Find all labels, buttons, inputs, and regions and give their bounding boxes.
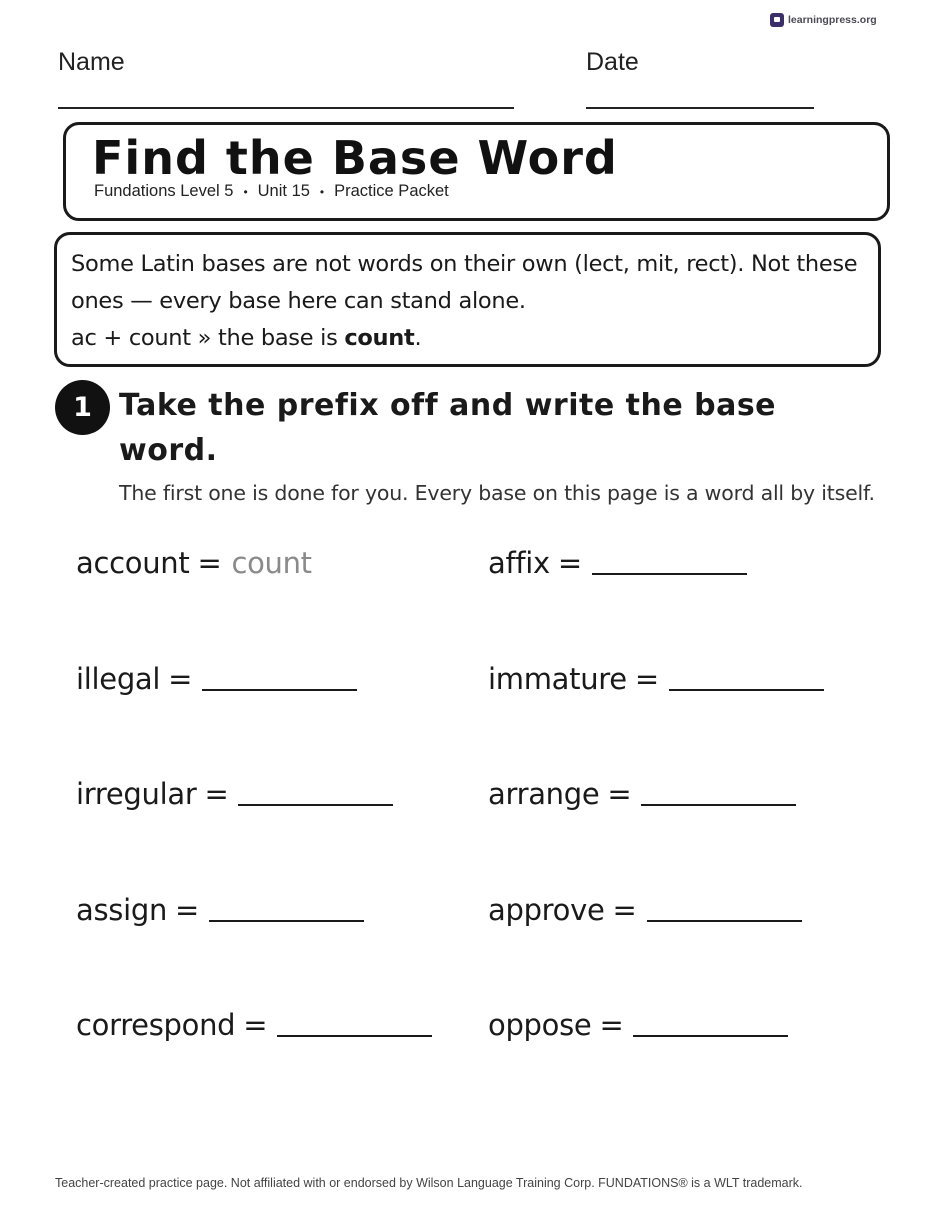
note-example — [71, 320, 864, 357]
instruction-help: The first one is done for you. Every base on this page is a word all by itself. — [119, 481, 875, 505]
item-word: arrange — [488, 777, 600, 811]
answer-blank[interactable] — [592, 573, 747, 575]
subtitle-separator: • — [319, 184, 325, 199]
brand-text: learningpress.org — [788, 14, 877, 26]
answer-blank[interactable] — [647, 920, 802, 922]
date-line[interactable] — [586, 107, 814, 109]
item-equals: = — [557, 546, 582, 580]
answer-blank[interactable] — [277, 1035, 432, 1037]
item-word: correspond — [76, 1008, 236, 1042]
item-word: oppose — [488, 1008, 592, 1042]
brand — [770, 13, 877, 27]
page-title: Find the Base Word — [92, 131, 618, 185]
item-equals: = — [175, 893, 200, 927]
exercise-item — [488, 893, 802, 927]
footer-disclaimer: Teacher-created practice page. Not affiliated with or endorsed by Wilson Language Training Corp. FUNDATIONS® is a WLT trademark. — [55, 1176, 803, 1190]
subtitle-packet: Practice Packet — [334, 182, 449, 200]
exercise-item — [488, 662, 824, 696]
note-example-prefix: ac + count » the base is — [71, 325, 345, 351]
answer-blank[interactable] — [641, 804, 796, 806]
exercise-item — [76, 662, 357, 696]
item-word: illegal — [76, 662, 161, 696]
item-word: approve — [488, 893, 605, 927]
answer-blank[interactable] — [669, 689, 824, 691]
answer-blank[interactable] — [202, 689, 357, 691]
exercise-item — [488, 777, 796, 811]
item-word: account — [76, 546, 190, 580]
answer-blank[interactable] — [238, 804, 393, 806]
name-label: Name — [58, 48, 125, 76]
answer-blank[interactable] — [633, 1035, 788, 1037]
item-equals: = — [612, 893, 637, 927]
answer-blank[interactable] — [209, 920, 364, 922]
learningpress-logo-icon — [770, 13, 784, 27]
item-equals: = — [243, 1008, 268, 1042]
note-example-base: count — [344, 325, 415, 351]
item-equals: = — [599, 1008, 624, 1042]
exercise-item — [488, 1008, 788, 1042]
note-example-suffix: . — [414, 325, 422, 351]
exercise-item — [488, 546, 747, 580]
item-word: irregular — [76, 777, 197, 811]
item-word: immature — [488, 662, 627, 696]
item-word: affix — [488, 546, 550, 580]
note-text: Some Latin bases are not words on their own (lect, mit, rect). Not these ones — every base here can stand alone. — [71, 251, 858, 314]
item-equals: = — [634, 662, 659, 696]
item-equals: = — [168, 662, 193, 696]
subtitle-separator: • — [243, 184, 248, 199]
title-box — [63, 122, 890, 221]
exercise-item — [76, 1008, 432, 1042]
item-equals: = — [204, 777, 229, 811]
subtitle — [94, 182, 449, 201]
subtitle-level: Fundations Level 5 — [94, 182, 234, 200]
item-equals: = — [197, 546, 222, 580]
note-box — [54, 232, 881, 367]
instruction-heading: Take the prefix off and write the base word. — [119, 388, 777, 468]
exercise-item — [76, 546, 312, 580]
exercise-item — [76, 777, 393, 811]
name-line[interactable] — [58, 107, 514, 109]
exercise-item — [76, 893, 364, 927]
item-answer: count — [231, 546, 312, 580]
item-equals: = — [607, 777, 632, 811]
subtitle-unit: Unit 15 — [257, 182, 310, 200]
step-number-badge: 1 — [55, 380, 110, 435]
date-label: Date — [586, 48, 639, 76]
item-word: assign — [76, 893, 168, 927]
